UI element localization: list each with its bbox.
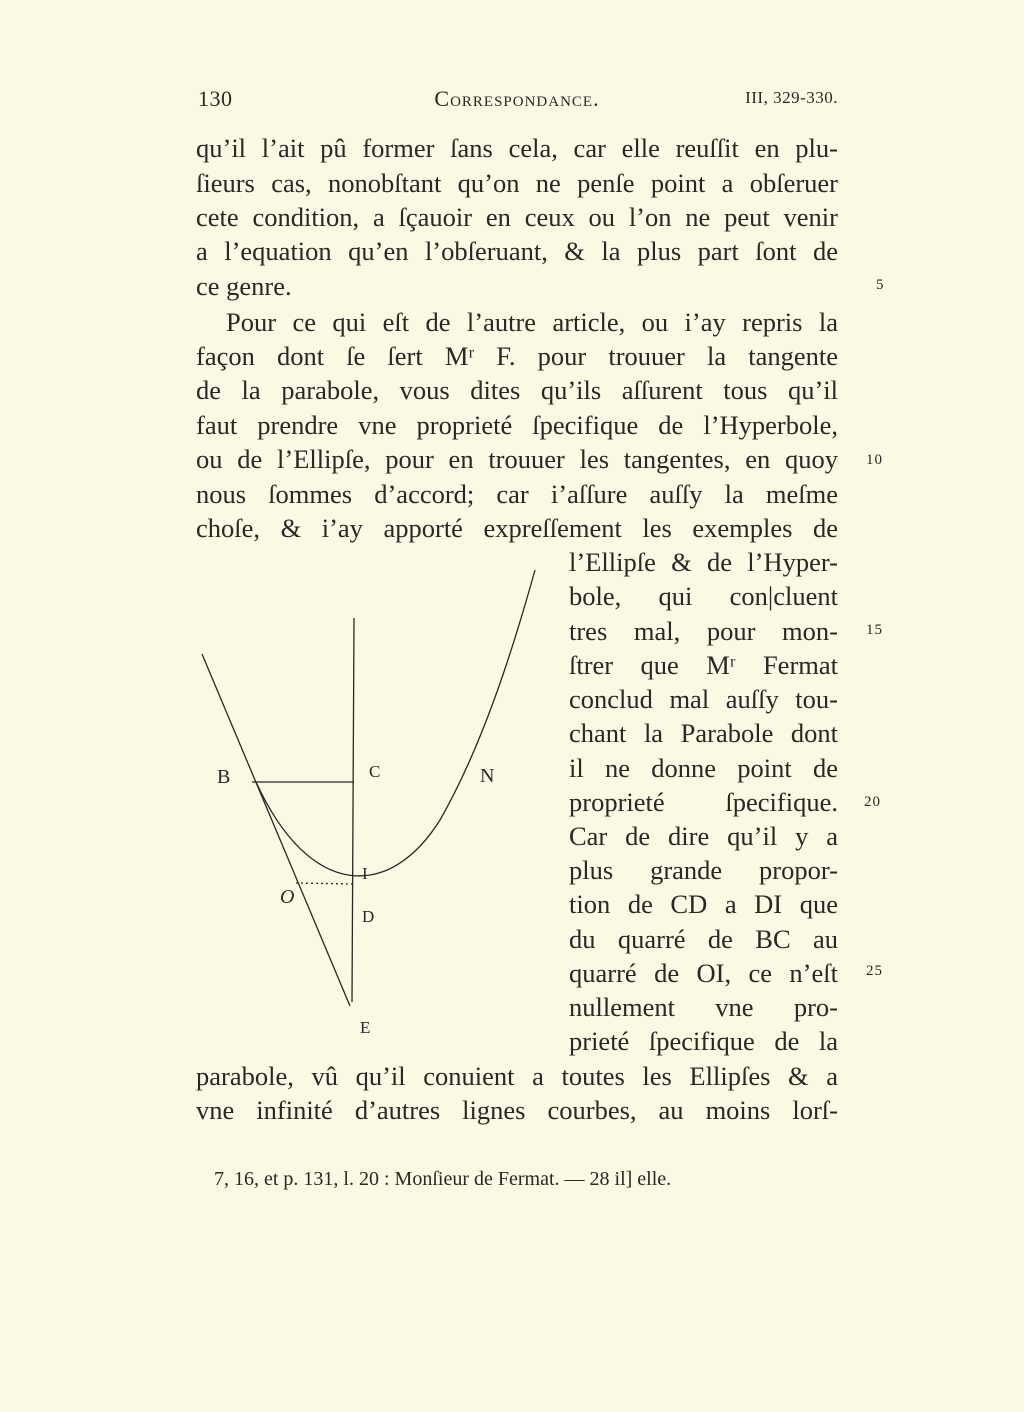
label-b: B <box>217 766 231 788</box>
text-line: ſieurs cas, nonobſtant qu’on ne penſe point a obſeruer <box>196 168 838 198</box>
text-line: il ne donne point de <box>569 753 838 783</box>
text-line: tres mal, pour mon- <box>569 616 838 646</box>
text-line: choſe, & i’ay apporté expreſſement les exemples de <box>196 513 838 543</box>
label-e: E <box>360 1018 371 1037</box>
footnote: 7, 16, et p. 131, l. 20 : Monſieur de Fermat. — 28 il] elle. <box>214 1168 672 1190</box>
line-number: 20 <box>864 794 881 810</box>
text-line: façon dont ſe ſert Mʳ F. pour trouuer la tangente <box>196 341 838 371</box>
text-line: de la parabole, vous dites qu’ils aſſurent tous qu’il <box>196 375 838 405</box>
parabola-curve <box>256 570 535 876</box>
text-line: ou de l’Ellipſe, pour en trouuer les tangentes, en quoy <box>196 444 838 474</box>
running-title: Correspondance. <box>434 86 600 111</box>
text-line: faut prendre vne proprieté ſpecifique de l’Hyperbole, <box>196 410 838 440</box>
text-line: cete condition, a ſçauoir en ceux ou l’on ne peut venir <box>196 202 838 232</box>
text-line: a l’equation qu’en l’obſeruant, & la plus part ſont de <box>196 236 838 266</box>
running-head <box>196 86 838 116</box>
page-number: 130 <box>198 86 233 111</box>
text-line: nullement vne pro- <box>569 992 838 1022</box>
text-line: qu’il l’ait pû former ſans cela, car elle reuſſit en plu- <box>196 133 838 163</box>
text-line: quarré de OI, ce n’eſt <box>569 958 838 988</box>
text-line: chant la Parabole dont <box>569 718 838 748</box>
text-line: vne infinité d’autres lignes courbes, au moins lorſ- <box>196 1095 838 1125</box>
parabola-diagram <box>190 560 540 1050</box>
label-d: D <box>362 907 375 926</box>
text-line: ce genre. <box>196 271 292 301</box>
text-line: prieté ſpecifique de la <box>569 1026 838 1056</box>
label-n: N <box>480 765 495 787</box>
text-line: Car de dire qu’il y a <box>569 821 838 851</box>
text-line: plus grande propor- <box>569 855 838 885</box>
text-line: Pour ce qui eſt de l’autre article, ou i’ay repris la <box>226 307 838 337</box>
text-line: du quarré de BC au <box>569 924 838 954</box>
ordinate-oi <box>296 883 354 884</box>
text-line: l’Ellipſe & de l’Hyper- <box>569 547 838 577</box>
line-number: 10 <box>866 452 883 468</box>
line-number: 15 <box>866 622 883 638</box>
label-o: O <box>280 886 295 908</box>
line-number: 5 <box>876 277 885 293</box>
line-number: 25 <box>866 963 883 979</box>
text-line: proprieté ſpecifique. <box>569 787 838 817</box>
volume-reference: III, 329-330. <box>745 88 838 107</box>
text-line: ſtrer que Mʳ Fermat <box>569 650 838 680</box>
text-line: bole, qui con|cluent <box>569 581 838 611</box>
text-line: conclud mal auſſy tou- <box>569 684 838 714</box>
label-c: C <box>369 762 381 781</box>
label-i: I <box>362 864 368 883</box>
text-line: tion de CD a DI que <box>569 889 838 919</box>
text-line: nous ſommes d’accord; car i’aſſure auſſy la meſme <box>196 479 838 509</box>
text-line: parabole, vû qu’il conuient a toutes les Ellipſes & a <box>196 1061 838 1091</box>
axis-line <box>352 618 354 1002</box>
tangent-line <box>202 654 350 1006</box>
parabola-figure <box>190 560 540 1050</box>
